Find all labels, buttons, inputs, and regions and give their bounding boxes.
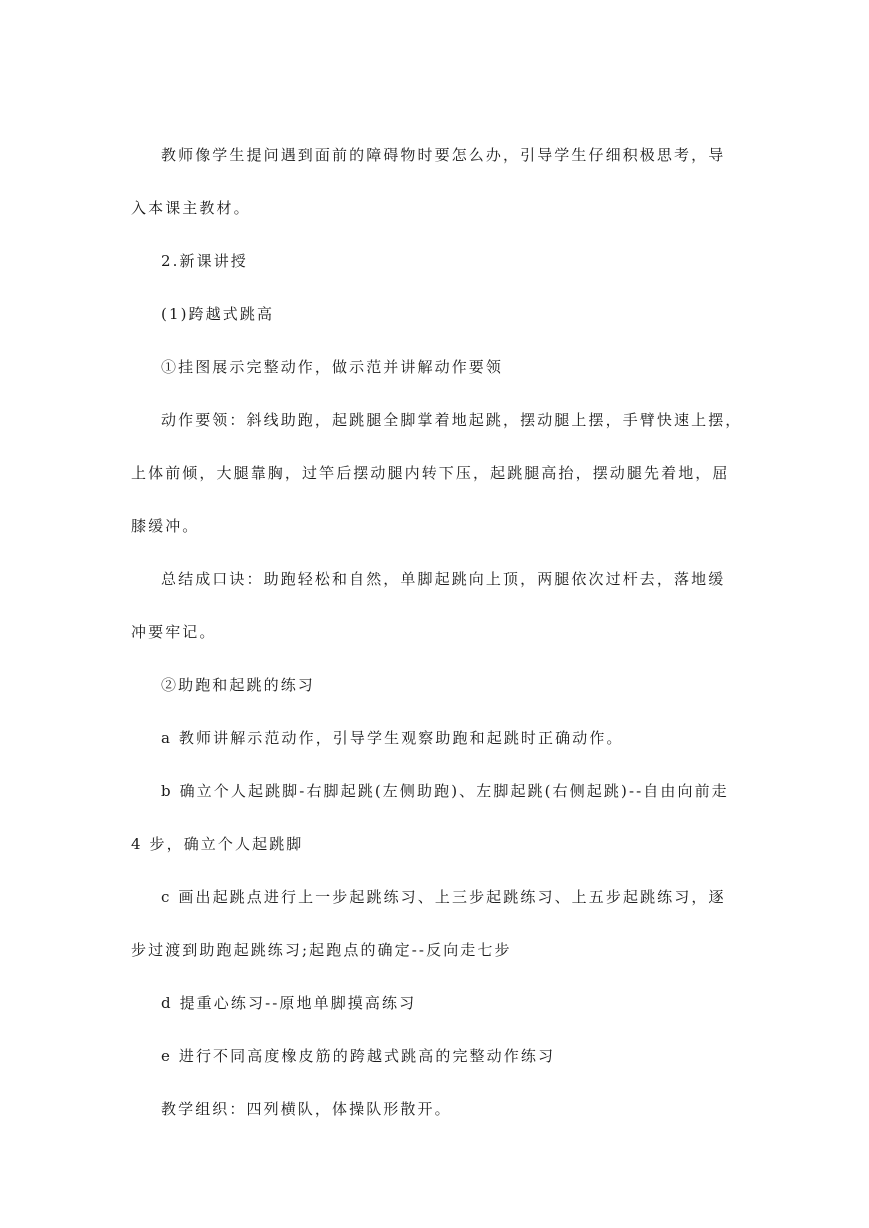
text-line: 冲要牢记。 [131, 623, 217, 641]
text-line: 教师像学生提问遇到面前的障碍物时要怎么办，引导学生仔细积极思考，导 [161, 146, 726, 164]
text-line: 4 步，确立个人起跳脚 [131, 835, 304, 853]
text-line: ①挂图展示完整动作，做示范并讲解动作要领 [161, 358, 504, 376]
text-line: e 进行不同高度橡皮筋的跨越式跳高的完整动作练习 [161, 1047, 556, 1065]
section-heading-new-lesson [131, 235, 746, 288]
text-line: c 画出起跳点进行上一步起跳练习、上三步起跳练习、上五步起跳练习，逐 [161, 888, 726, 906]
text-line: 教学组织：四列横队，体操队形散开。 [161, 1100, 452, 1118]
text-line: 动作要领：斜线助跑，起跳腿全脚掌着地起跳，摆动腿上摆，手臂快速上摆， [161, 411, 743, 429]
list-item-c [131, 871, 746, 977]
text-line: 上体前倾，大腿靠胸，过竿后摆动腿内转下压，起跳腿高抬，摆动腿先着地，屈 [131, 464, 730, 482]
text-line: 总结成口诀：助跑轻松和自然，单脚起跳向上顶，两腿依次过杆去，落地缓 [161, 570, 726, 588]
text-line: (1)跨越式跳高 [161, 305, 275, 323]
text-line: d 提重心练习--原地单脚摸高练习 [161, 994, 417, 1012]
list-item-b [131, 765, 746, 871]
step-1-heading [131, 341, 746, 394]
paragraph-organization [131, 1083, 746, 1136]
text-line: a 教师讲解示范动作，引导学生观察助跑和起跳时正确动作。 [161, 729, 624, 747]
text-line: b 确立个人起跳脚-右脚起跳(左侧助跑)、左脚起跳(右侧起跳)--自由向前走 [161, 782, 729, 800]
text-line: 2.新课讲授 [161, 252, 248, 270]
step-2-heading [131, 659, 746, 712]
list-item-e [131, 1030, 746, 1083]
subsection-heading-high-jump [131, 288, 746, 341]
paragraph-mnemonic [131, 553, 746, 659]
document-body [131, 129, 746, 1136]
text-line: 步过渡到助跑起跳练习;起跑点的确定--反向走七步 [131, 941, 512, 959]
list-item-a [131, 712, 746, 765]
paragraph-technique [131, 394, 746, 553]
text-line: 入本课主教材。 [131, 199, 251, 217]
text-line: ②助跑和起跳的练习 [161, 676, 315, 694]
paragraph-intro [131, 129, 746, 235]
text-line: 膝缓冲。 [131, 517, 200, 535]
list-item-d [131, 977, 746, 1030]
